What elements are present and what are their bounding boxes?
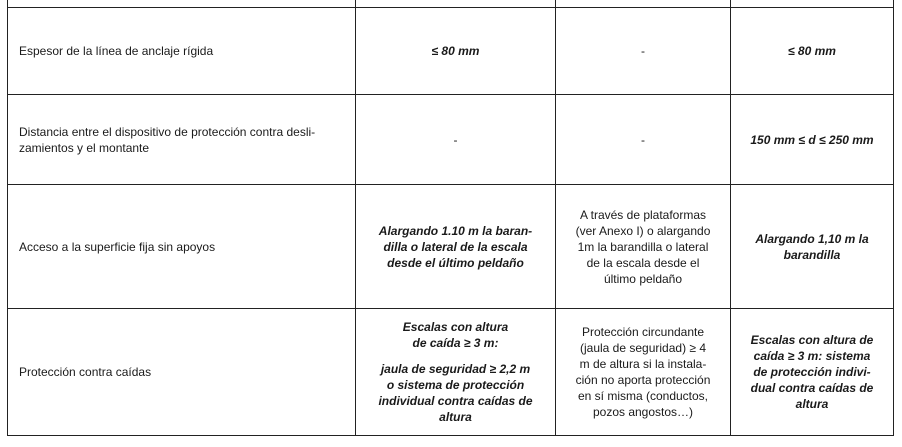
cell-value: Alargando 1.10 m la baran- dilla o lateral de la escala desde el último peldaño bbox=[356, 185, 556, 309]
row-label: Acceso a la superficie fija sin apoyos bbox=[8, 185, 356, 309]
row-label: Espesor de la línea de anclaje rígida bbox=[8, 8, 356, 95]
specification-table bbox=[7, 0, 894, 436]
table-row bbox=[8, 309, 894, 436]
row-label: Distancia entre el dispositivo de protección contra desli- zamientos y el montante bbox=[8, 95, 356, 185]
cell-value: ≤ 80 mm bbox=[731, 8, 894, 95]
table-row-top-partial bbox=[8, 0, 894, 8]
cell-value: - bbox=[556, 95, 731, 185]
cell-value: Escalas con altura de caída ≥ 3 m: sistema de protección indivi- dual contra caídas de altura bbox=[731, 309, 894, 436]
table-row bbox=[8, 8, 894, 95]
cell-value: - bbox=[356, 95, 556, 185]
cell-value: Protección circundante (jaula de seguridad) ≥ 4 m de altura si la instala- ción no aporta protección en sí misma (conductos, pozos angostos…) bbox=[556, 309, 731, 436]
row-label: Protección contra caídas bbox=[8, 309, 356, 436]
table-row bbox=[8, 185, 894, 309]
cell-value: ≤ 80 mm bbox=[356, 8, 556, 95]
cell-value: Escalas con altura de caída ≥ 3 m: jaula de seguridad ≥ 2,2 m o sistema de protección individual contra caídas de altura bbox=[356, 309, 556, 436]
cell-value: - bbox=[556, 8, 731, 95]
cell-value: A través de plataformas (ver Anexo I) o alargando 1m la barandilla o lateral de la escala desde el último peldaño bbox=[556, 185, 731, 309]
cell-value: Alargando 1,10 m la barandilla bbox=[731, 185, 894, 309]
cell-value: 150 mm ≤ d ≤ 250 mm bbox=[731, 95, 894, 185]
table-row bbox=[8, 95, 894, 185]
